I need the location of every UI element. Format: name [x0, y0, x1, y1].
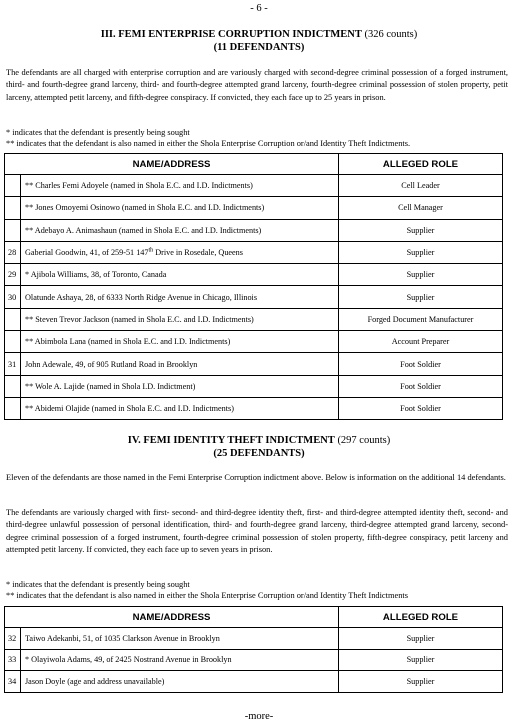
- alleged-role-header: ALLEGED ROLE: [339, 154, 503, 175]
- alleged-role: Supplier: [339, 671, 503, 693]
- row-number: [5, 397, 21, 419]
- row-number: 30: [5, 286, 21, 308]
- row-number: [5, 308, 21, 330]
- row-number: [5, 331, 21, 353]
- table-row: [5, 219, 503, 241]
- table-row: [5, 397, 503, 419]
- defendant-name: ** Abimbola Lana (named in Shola E.C. and I.D. Indictments): [21, 331, 339, 353]
- table-row: [5, 649, 503, 671]
- table-header-row: [5, 607, 503, 628]
- section3-defendants: (11 DEFENDANTS): [213, 42, 305, 53]
- defendant-name: Taiwo Adekanbi, 51, of 1035 Clarkson Avenue in Brooklyn: [21, 628, 339, 650]
- section4-paragraph-charges: The defendants are variously charged with first- second- and third-degree identity theft, first- and third-degree attempted identity theft, second- and third-degree unlawful possession of personal identification, third- and fourth-degree grand larceny, third-degree attempted grand larceny, second-degree criminal possession of a forged instrument, fourth-degree criminal possession of stolen property, fifth-degree conspiracy, petit larceny and attempted petit larceny. If convicted, they each face up to seven years in prison.: [6, 508, 508, 554]
- section4-title: [0, 434, 518, 447]
- defendant-name: ** Abidemi Olajide (named in Shola E.C. and I.D. Indictments): [21, 397, 339, 419]
- table-row: [5, 264, 503, 286]
- row-number: 31: [5, 353, 21, 375]
- table-row: [5, 353, 503, 375]
- alleged-role: Supplier: [339, 628, 503, 650]
- name-address-header: NAME/ADDRESS: [5, 607, 339, 628]
- alleged-role: Forged Document Manufacturer: [339, 308, 503, 330]
- section3-note-named: ** indicates that the defendant is also named in either the Shola Enterprise Corruption or/and Identity Theft Indictments.: [6, 139, 411, 148]
- row-number: [5, 175, 21, 197]
- defendant-name: ** Charles Femi Adoyele (named in Shola E.C. and I.D. Indictments): [21, 175, 339, 197]
- alleged-role: Foot Soldier: [339, 397, 503, 419]
- section4-paragraph-intro: Eleven of the defendants are those named in the Femi Enterprise Corruption indictment above. Below is information on the additional 14 defendants.: [6, 473, 506, 482]
- table-row: [5, 308, 503, 330]
- defendant-name: Jason Doyle (age and address unavailable): [21, 671, 339, 693]
- table-row: [5, 628, 503, 650]
- section4-title-counts: (297 counts): [334, 435, 391, 446]
- table-row: [5, 671, 503, 693]
- row-number: 29: [5, 264, 21, 286]
- alleged-role: Foot Soldier: [339, 353, 503, 375]
- alleged-role: Foot Soldier: [339, 375, 503, 397]
- table-row: [5, 241, 503, 263]
- section4-defendants: (25 DEFENDANTS): [213, 448, 305, 459]
- more-footer: -more-: [244, 711, 274, 722]
- defendant-name: * Olayiwola Adams, 49, of 2425 Nostrand Avenue in Brooklyn: [21, 649, 339, 671]
- alleged-role: Supplier: [339, 649, 503, 671]
- defendant-name: ** Steven Trevor Jackson (named in Shola E.C. and I.D. Indictments): [21, 308, 339, 330]
- row-number: [5, 375, 21, 397]
- table-header-row: [5, 154, 503, 175]
- alleged-role: Account Preparer: [339, 331, 503, 353]
- defendant-name: Gaberial Goodwin, 41, of 259-51 147th Drive in Rosedale, Queens: [21, 241, 339, 263]
- section3-defendant-table: [4, 153, 503, 420]
- page-number: - 6 -: [250, 3, 268, 14]
- row-number: 32: [5, 628, 21, 650]
- alleged-role: Supplier: [339, 219, 503, 241]
- row-number: 33: [5, 649, 21, 671]
- section3-title-counts: (326 counts): [361, 29, 418, 40]
- alleged-role-header: ALLEGED ROLE: [339, 607, 503, 628]
- section3-title: [0, 28, 518, 41]
- alleged-role: Supplier: [339, 286, 503, 308]
- section3-title-bold: III. FEMI ENTERPRISE CORRUPTION INDICTMENT: [100, 29, 362, 40]
- defendant-name: * Ajibola Williams, 38, of Toronto, Canada: [21, 264, 339, 286]
- alleged-role: Cell Manager: [339, 197, 503, 219]
- section4-note-sought: * indicates that the defendant is presently being sought: [6, 580, 190, 589]
- row-number: 34: [5, 671, 21, 693]
- alleged-role: Supplier: [339, 264, 503, 286]
- table-row: [5, 375, 503, 397]
- table-row: [5, 331, 503, 353]
- table-row: [5, 175, 503, 197]
- defendant-name: ** Adebayo A. Animashaun (named in Shola E.C. and I.D. Indictments): [21, 219, 339, 241]
- table-row: [5, 286, 503, 308]
- section3-note-sought: * indicates that the defendant is presently being sought: [6, 128, 190, 137]
- alleged-role: Cell Leader: [339, 175, 503, 197]
- name-address-header: NAME/ADDRESS: [5, 154, 339, 175]
- section4-note-named: ** indicates that the defendant is also named in either the Shola Enterprise Corruption or/and Identity Theft Indictments: [6, 591, 408, 600]
- section3-paragraph: The defendants are all charged with enterprise corruption and are variously charged with second-degree criminal possession of a forged instrument, third- and fourth-degree grand larceny, third- and fourth-degree attempted grand larceny, fourth-degree criminal possession of stolen property, petit larceny, attempted petit larceny, and fifth-degree conspiracy. If convicted, they each face up to 25 years in prison.: [6, 68, 508, 102]
- section4-title-bold: IV. FEMI IDENTITY THEFT INDICTMENT: [127, 435, 335, 446]
- alleged-role: Supplier: [339, 241, 503, 263]
- row-number: [5, 219, 21, 241]
- defendant-name: ** Jones Omoyemi Osinowo (named in Shola E.C. and I.D. Indictments): [21, 197, 339, 219]
- defendant-name: ** Wole A. Lajide (named in Shola I.D. Indictment): [21, 375, 339, 397]
- defendant-name: John Adewale, 49, of 905 Rutland Road in Brooklyn: [21, 353, 339, 375]
- defendant-name: Olatunde Ashaya, 28, of 6333 North Ridge Avenue in Chicago, Illinois: [21, 286, 339, 308]
- section4-defendant-table: [4, 606, 503, 693]
- row-number: 28: [5, 241, 21, 263]
- table-row: [5, 197, 503, 219]
- row-number: [5, 197, 21, 219]
